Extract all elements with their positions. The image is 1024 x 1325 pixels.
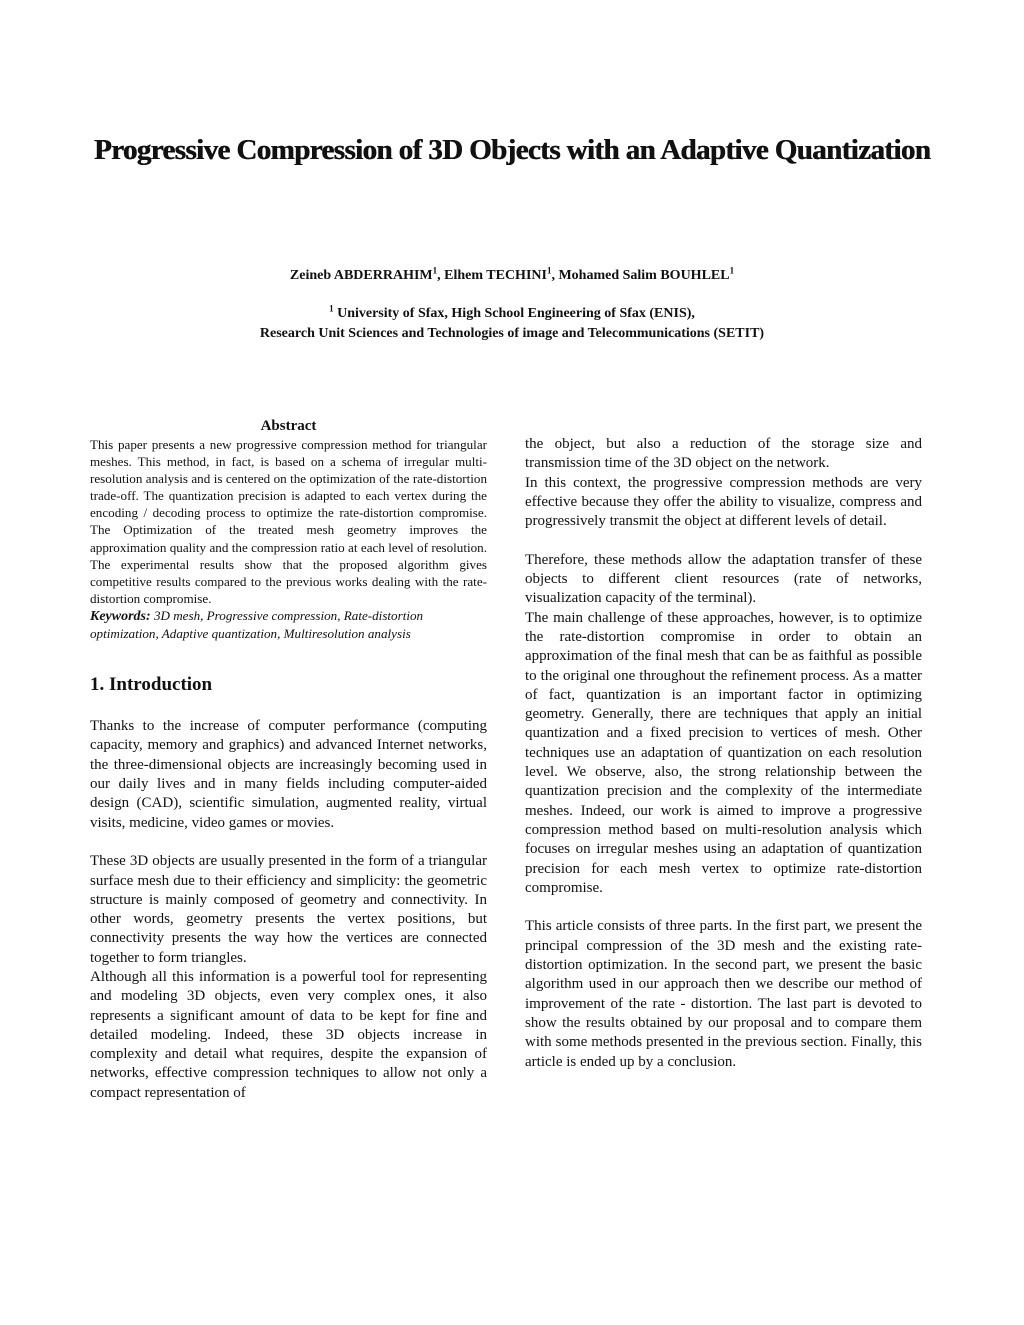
paragraph: Although all this information is a powerful tool for representing and modeling 3D objects, even very complex ones, it also represents a significant amount of data to be kept for fine and detailed modeling. Indeed, these 3D objects increase in complexity and detail what requires, despite the expansion of networks, effective compression techniques to allow not only a compact representation of [90, 968, 487, 1101]
abstract-heading: Abstract [260, 418, 317, 434]
author-name: Zeineb ABDERRAHIM [289, 268, 433, 283]
paragraph: In this context, the progressive compression methods are very effective because they offer the ability to visualize, compress and progressively transmit the object at different levels of detail. [525, 474, 922, 530]
keywords-text: 3D mesh, Progressive compression, Rate-distortion optimization, Adaptive quantization, Multiresolution analysis [90, 607, 424, 642]
author-separator: , [551, 268, 559, 283]
paragraph: Thanks to the increase of computer performance (computing capacity, memory and graphics) and advanced Internet networks, the three-dimensional objects are increasingly becoming used in our daily lives and in many fields including computer-aided design (CAD), scientific simulation, augmented reality, virtual visits, medicine, video games or movies. [90, 718, 487, 831]
paragraph: These 3D objects are usually presented in the form of a triangular surface mesh due to their efficiency and simplicity: the geometric structure is mainly composed of geometry and connectivity. In other words, geometry presents the vertex positions, but connectivity presents the way how the vertices are connected together to form triangles. [90, 853, 487, 966]
abstract-body: This paper presents a new progressive compression method for triangular meshes. This method, in fact, is based on a schema of irregular multi-resolution analysis and is centered on the optimization of the rate-distortion trade-off. The quantization precision is adapted to each vertex during the encoding / decoding process to optimize the rate-distortion compromise. The Optimization of the treated mesh geometry improves the approximation quality and the compression ratio at each level of resolution. The experimental results show that the proposed algorithm gives competitive results compared to the previous works dealing with the rate-distortion compromise. [90, 437, 487, 606]
author-separator: , [437, 268, 445, 283]
author-name: Elhem TECHINI [444, 268, 547, 283]
author-affil-mark: 1 [546, 265, 552, 276]
affiliation-mark: 1 [329, 303, 334, 314]
affiliation-line-1 [90, 304, 934, 324]
paragraph: Therefore, these methods allow the adaptation transfer of these objects to different client resources (rate of networks, visualization capacity of the terminal). [525, 551, 922, 607]
affiliation-line-2: Research Unit Sciences and Technologies of image and Telecommunications (SETIT) [259, 326, 765, 341]
right-column [525, 435, 922, 1072]
author-affil-mark: 1 [432, 265, 438, 276]
keywords [90, 607, 487, 642]
paragraph: the object, but also a reduction of the storage size and transmission time of the 3D object on the network. [525, 436, 922, 472]
section-heading-introduction: 1. Introduction [90, 674, 213, 696]
paragraph: The main challenge of these approaches, however, is to optimize the rate-distortion compromise in order to obtain an approximation of the final mesh that can be as faithful as possible to the original one throughout the refinement process. As a matter of fact, quantization is an important factor in optimizing geometry. Generally, there are techniques that apply an initial quantization and a fixed precision to vertices of mesh. Other techniques use an adaptation of quantization on each resolution level. We observe, also, the strong relationship between the quantization precision and the complexity of the intermediate meshes. Indeed, our work is aimed to improve a progressive compression method based on multi-resolution analysis which focuses on irregular meshes using an adaptation of quantization precision for each mesh vertex to optimize rate-distortion compromise. [525, 609, 922, 896]
author-affil-mark: 1 [729, 265, 735, 276]
left-column [90, 416, 487, 1103]
paragraph: This article consists of three parts. In the first part, we present the principal compression of the 3D mesh and the existing rate-distortion optimization. In the second part, we present the basic algorithm used in our approach then we describe our method of improvement of the rate - distortion. The last part is devoted to show the results obtained by our proposal and to compare them with some methods presented in the previous section. Finally, this article is ended up by a conclusion. [525, 918, 922, 1070]
paper-title: Progressive Compression of 3D Objects with an Adaptive Quantization [93, 134, 931, 166]
author-name: Mohamed Salim BOUHLEL [558, 268, 730, 283]
affiliation [90, 304, 934, 344]
keywords-label: Keywords: [90, 608, 151, 624]
affiliation-text: University of Sfax, High School Engineering of Sfax (ENIS), [337, 306, 695, 321]
author-list [90, 266, 934, 286]
